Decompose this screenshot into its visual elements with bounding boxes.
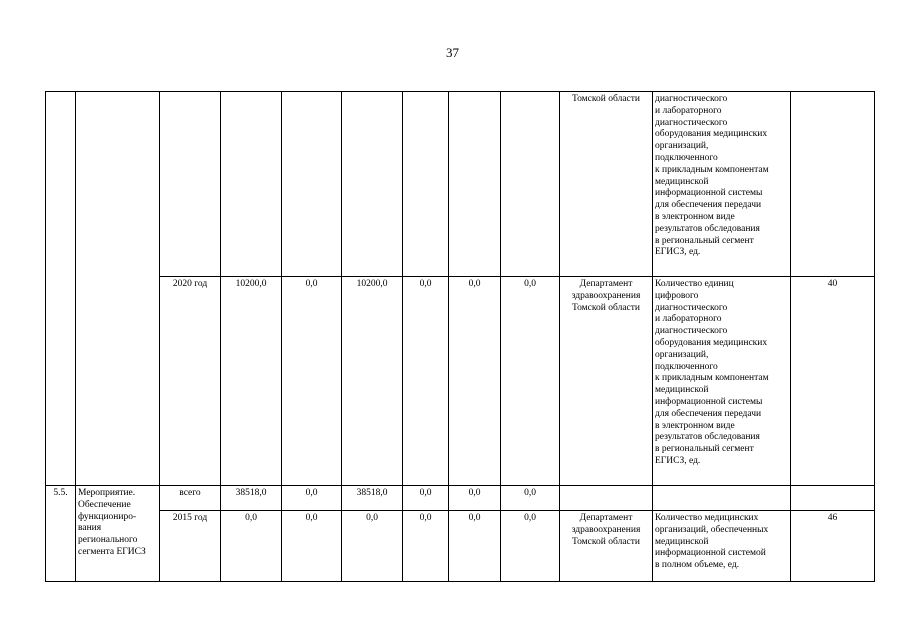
federal-cell [282, 92, 342, 277]
target-cell [791, 486, 875, 511]
regional-cell: 10200,0 [342, 277, 403, 486]
local-cell: 0,0 [403, 277, 449, 486]
indicator-cell [653, 486, 791, 511]
indicator-cell: диагностического и лабораторного диагностического оборудования медицинских организаций, подключенного к прикладным компонентам медицинской информационной системы для обеспечения передачи в электронном виде результатов обследования в региональный сегмент ЕГИСЗ, ед. [653, 92, 791, 277]
target-cell: 40 [791, 277, 875, 486]
regional-cell [342, 92, 403, 277]
number-cell [46, 92, 76, 486]
total-cell: 0,0 [221, 511, 282, 582]
tfoms-cell: 0,0 [449, 486, 501, 511]
year-cell [160, 92, 221, 277]
executor-cell [560, 486, 653, 511]
table-row [46, 511, 875, 582]
executor-cell: Департамент здравоохранения Томской области [560, 511, 653, 582]
local-cell: 0,0 [403, 486, 449, 511]
local-cell [403, 92, 449, 277]
year-cell: 2015 год [160, 511, 221, 582]
federal-cell: 0,0 [282, 486, 342, 511]
other-cell [501, 92, 560, 277]
regional-cell: 38518,0 [342, 486, 403, 511]
tfoms-cell: 0,0 [449, 511, 501, 582]
measure-number-cell: 5.5. [46, 486, 76, 582]
total-cell [221, 92, 282, 277]
regional-cell: 0,0 [342, 511, 403, 582]
tfoms-cell [449, 92, 501, 277]
executor-cell: Томской области [560, 92, 653, 277]
table-row [46, 92, 875, 277]
total-cell: 38518,0 [221, 486, 282, 511]
local-cell: 0,0 [403, 511, 449, 582]
measure-cell [76, 92, 160, 486]
indicator-cell: Количество медицинских организаций, обеспеченных медицинской информационной системой в полном объеме, ед. [653, 511, 791, 582]
total-cell: 10200,0 [221, 277, 282, 486]
program-table [45, 91, 875, 582]
federal-cell: 0,0 [282, 511, 342, 582]
indicator-cell: Количество единиц цифрового диагностического и лабораторного диагностического оборудования медицинских организаций, подключенного к прикладным компонентам медицинской информационной системы для обеспечения передачи в электронном виде результатов обследования в региональный сегмент ЕГИСЗ, ед. [653, 277, 791, 486]
year-cell: всего [160, 486, 221, 511]
other-cell: 0,0 [501, 486, 560, 511]
page-number: 37 [446, 45, 459, 60]
federal-cell: 0,0 [282, 277, 342, 486]
target-cell: 46 [791, 511, 875, 582]
measure-title-cell: Мероприятие. Обеспечение функциониро- вания регионального сегмента ЕГИСЗ [76, 486, 160, 582]
other-cell: 0,0 [501, 277, 560, 486]
tfoms-cell: 0,0 [449, 277, 501, 486]
target-cell [791, 92, 875, 277]
table-row [46, 277, 875, 486]
table-row [46, 486, 875, 511]
year-cell: 2020 год [160, 277, 221, 486]
other-cell: 0,0 [501, 511, 560, 582]
executor-cell: Департамент здравоохранения Томской области [560, 277, 653, 486]
